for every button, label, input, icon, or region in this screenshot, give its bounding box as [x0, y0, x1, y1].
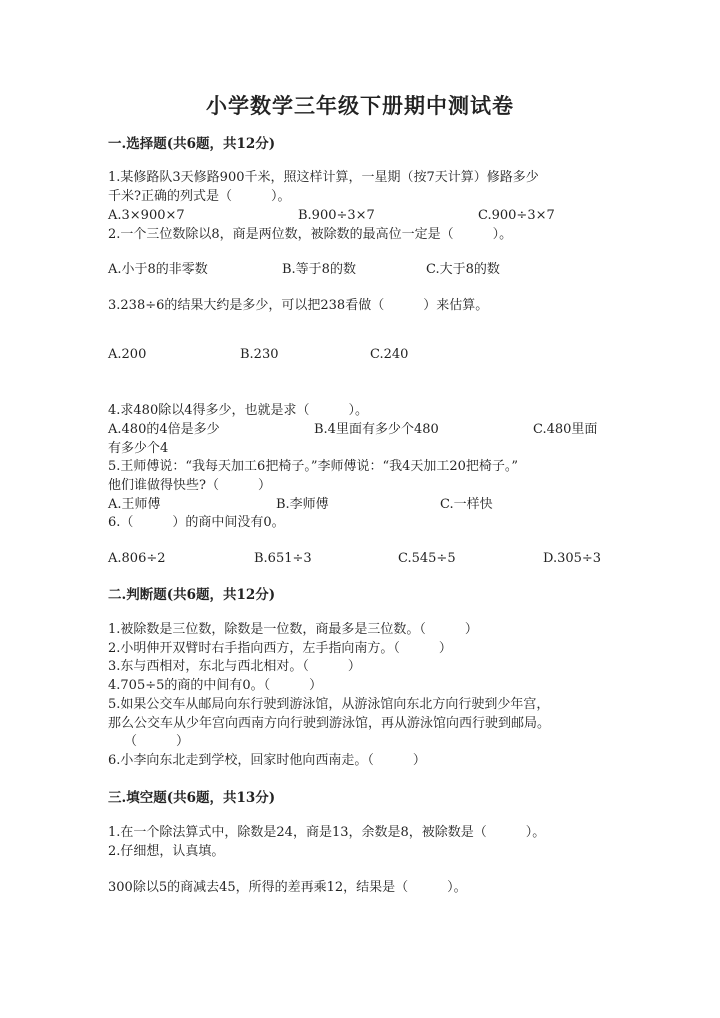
option-a: A.小于8的非零数: [108, 262, 208, 277]
question-text: 1.被除数是三位数，除数是一位数，商最多是三位数。（ ）: [108, 622, 478, 637]
option-a: A.806÷2: [108, 551, 166, 566]
option-b: B.李师傅: [276, 497, 329, 512]
question-text: 2.小明伸开双臂时右手指向西方，左手指向南方。（ ）: [108, 641, 452, 656]
question-text: 6.小李向东北走到学校，回家时他向西南走。（ ）: [108, 753, 426, 768]
question-text: 5.如果公交车从邮局向东行驶到游泳馆，从游泳馆向东北方向行驶到少年宫，: [108, 697, 550, 712]
question-text: 300除以5的商减去45，所得的差再乘12，结果是（ ）。: [108, 880, 467, 895]
section-heading-judgement: 二.判断题(共6题，共12分): [108, 587, 276, 603]
question-text: 1.某修路队3天修路900千米，照这样计算，一星期（按7天计算）修路多少: [108, 170, 539, 185]
question-text: 3.238÷6的结果大约是多少，可以把238看做（ ）来估算。: [108, 298, 489, 313]
question-text: 4.705÷5的商的中间有0。（ ）: [108, 678, 323, 693]
question-text: 千米?正确的列式是（ ）。: [108, 189, 291, 204]
question-text: 2.一个三位数除以8，商是两位数，被除数的最高位一定是（ ）。: [108, 227, 513, 242]
answer-blank: （ ）: [124, 734, 190, 749]
option-d: D.305÷3: [543, 551, 602, 566]
option-c: C.900÷3×7: [478, 208, 555, 223]
option-c: C.一样快: [440, 497, 493, 512]
question-text: 5.王师傅说：“我每天加工6把椅子。”李师傅说：“我4天加工20把椅子。”: [108, 459, 519, 474]
option-b: B.900÷3×7: [298, 208, 375, 223]
question-text: 1.在一个除法算式中，除数是24，商是13，余数是8，被除数是（ ）。: [108, 825, 546, 840]
option-a: A.480的4倍是多少: [108, 422, 220, 437]
option-b: B.4里面有多少个480: [314, 422, 439, 437]
option-c-continued: 有多少个4: [108, 441, 169, 456]
option-c: C.480里面: [533, 422, 598, 437]
question-text: 2.仔细想，认真填。: [108, 844, 225, 859]
option-b: B.230: [240, 347, 279, 362]
option-c: C.大于8的数: [426, 262, 500, 277]
option-a: A.200: [108, 347, 147, 362]
question-text: 4.求480除以4得多少，也就是求（ ）。: [108, 403, 368, 418]
section-heading-choice: 一.选择题(共6题，共12分): [108, 136, 276, 152]
question-text: 那么公交车从少年宫向西南方向行驶到游泳馆，再从游泳馆向西行驶到邮局。: [108, 716, 551, 731]
option-a: A.3×900×7: [108, 208, 185, 223]
option-b: B.等于8的数: [282, 262, 356, 277]
page-title: 小学数学三年级下册期中测试卷: [206, 93, 514, 118]
question-text: 他们谁做得快些?（ ）: [108, 478, 271, 493]
section-heading-fill-in: 三.填空题(共6题，共13分): [108, 790, 276, 806]
option-b: B.651÷3: [254, 551, 312, 566]
question-text: 3.东与西相对，东北与西北相对。（ ）: [108, 659, 361, 674]
option-a: A.王师傅: [108, 497, 161, 512]
option-c: C.240: [370, 347, 409, 362]
question-text: 6.（ ）的商中间没有0。: [108, 515, 285, 530]
option-c: C.545÷5: [398, 551, 456, 566]
